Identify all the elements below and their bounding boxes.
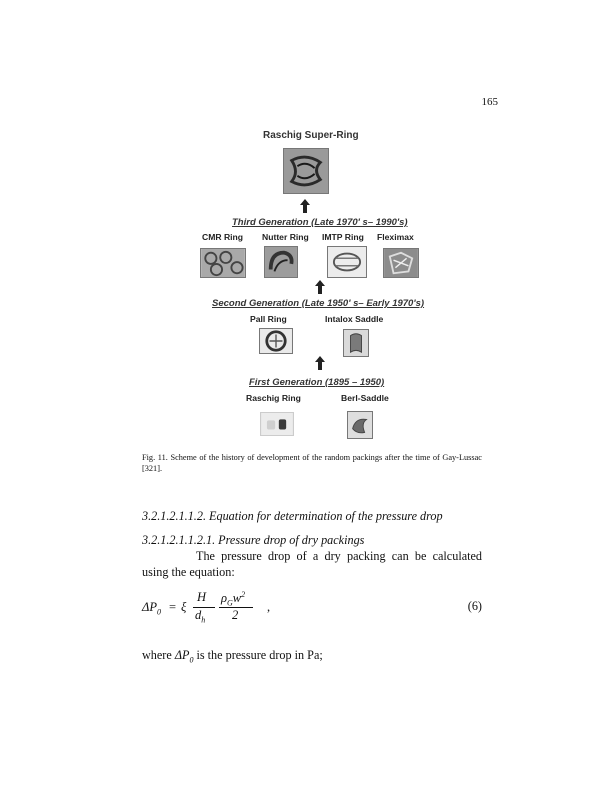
arrow-up-icon xyxy=(315,280,325,294)
subsection-heading: 3.2.1.2.1.1.2.1. Pressure drop of dry packings xyxy=(142,533,365,547)
raschig-ring-label: Raschig Ring xyxy=(246,393,301,403)
raschig-super-ring-photo xyxy=(283,148,329,194)
cmr-ring-image xyxy=(201,249,245,277)
eq-frac1-numerator: H xyxy=(197,590,207,604)
eq-frac2-numerator: $\rho_Gw^2$ xyxy=(221,590,246,608)
eq-frac1-denominator: $d_h$ xyxy=(195,608,206,625)
section-heading: 3.2.1.2.1.1.2. Equation for determination of the pressure drop xyxy=(142,509,443,523)
eq-lhs: $\Delta P_0$ xyxy=(142,600,161,617)
cmr-ring-photo xyxy=(200,248,246,278)
eq-coefficient: ξ xyxy=(181,600,187,614)
arrow-up-icon xyxy=(300,199,310,213)
imtp-ring-label: IMTP Ring xyxy=(322,232,364,242)
eq-frac2-denominator: 2 xyxy=(232,608,239,622)
third-generation-title: Third Generation (Late 1970' s– 1990's) xyxy=(232,217,408,228)
eq-equals: = xyxy=(169,600,177,614)
equation-number: (6) xyxy=(467,599,482,613)
cmr-ring-label: CMR Ring xyxy=(202,232,244,242)
intalox-saddle-label: Intalox Saddle xyxy=(325,314,384,324)
berl-saddle-photo xyxy=(347,411,373,439)
where-symbol: $\Delta P_0$ xyxy=(174,648,194,665)
pall-ring-image xyxy=(260,329,292,353)
where-clause: where $\Delta P_0$ is the pressure drop in Pa; xyxy=(142,648,323,665)
figure-caption: Fig. 11. Scheme of the history of development of the random packings after the time of Gay-Lussac [321]. xyxy=(142,453,482,473)
arrow-up-icon xyxy=(315,356,325,370)
berl-saddle-image xyxy=(348,412,372,438)
equation-6 xyxy=(142,586,482,626)
second-generation-title: Second Generation (Late 1950' s– Early 1970's) xyxy=(212,298,425,309)
pall-ring-photo xyxy=(259,328,293,354)
raschig-ring-photo xyxy=(260,412,294,436)
pall-ring-label: Pall Ring xyxy=(250,314,287,324)
intalox-saddle-photo xyxy=(343,329,369,357)
body-paragraph: The pressure drop of a dry packing can be calculated using the equation: xyxy=(142,549,482,579)
eq-comma: , xyxy=(267,600,271,614)
intalox-saddle-image xyxy=(344,330,368,356)
raschig-ring-image xyxy=(261,413,293,435)
imtp-ring-photo xyxy=(327,246,367,278)
raschig-super-ring-image xyxy=(284,149,328,193)
nutter-ring-label: Nutter Ring xyxy=(262,232,309,242)
nutter-ring-image xyxy=(265,247,297,277)
imtp-ring-image xyxy=(328,247,366,277)
page-number: 165 xyxy=(481,96,498,108)
nutter-ring-photo xyxy=(264,246,298,278)
fleximax-photo xyxy=(383,248,419,278)
berl-saddle-label: Berl-Saddle xyxy=(341,393,389,403)
figure-top-label: Raschig Super-Ring xyxy=(263,130,359,141)
fleximax-label: Fleximax xyxy=(377,232,414,242)
fleximax-image xyxy=(384,249,418,277)
first-generation-title: First Generation (1895 – 1950) xyxy=(249,377,385,388)
